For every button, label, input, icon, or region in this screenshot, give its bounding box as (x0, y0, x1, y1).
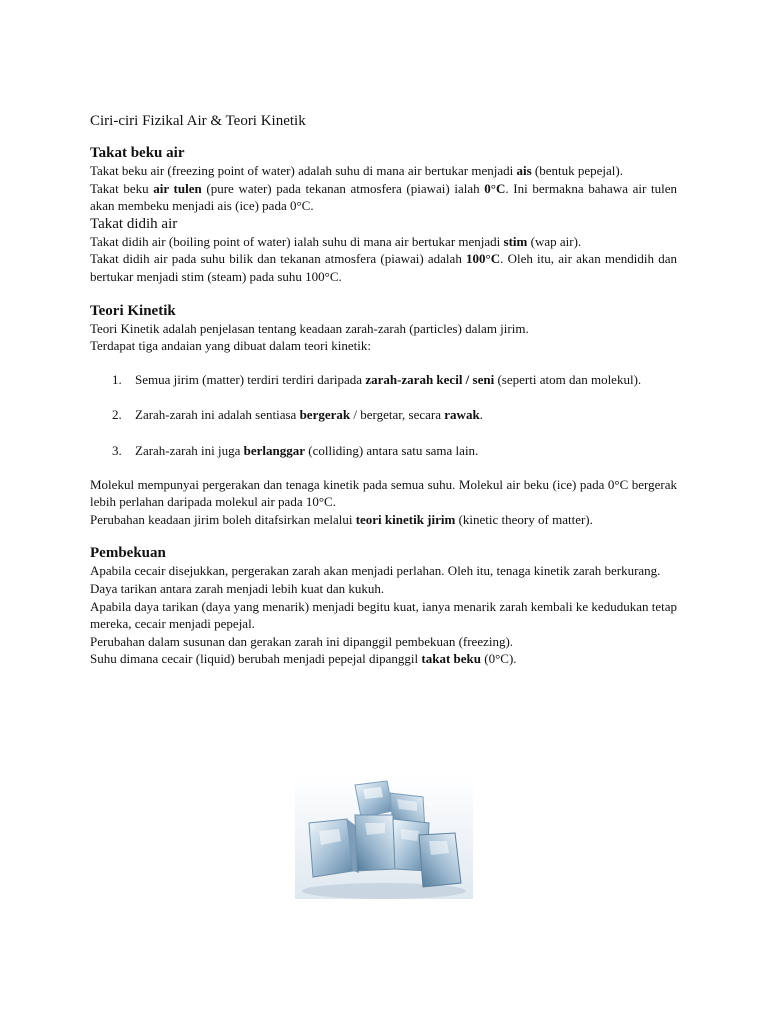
list-item: 1. Semua jirim (matter) terdiri terdiri daripada zarah-zarah kecil / seni (seperti atom dan molekul). (112, 371, 642, 387)
document-title: Ciri-ciri Fizikal Air & Teori Kinetik (90, 113, 306, 129)
list-item: 2. Zarah-zarah ini adalah sentiasa bergerak / bergetar, secara rawak. (112, 407, 483, 423)
paragraph-boiling-2: Takat didih air pada suhu bilik dan tekanan atmosfera (piawai) adalah 100°C. Oleh itu, air akan mendidih dan bertukar menjadi stim (steam) pada suhu 100°C. (90, 251, 677, 284)
paragraph-kinetic-3: Molekul mempunyai pergerakan dan tenaga kinetik pada semua suhu. Molekul air beku (ice) pada 0°C bergerak lebih perlahan daripada molekul air pada 10°C. (90, 476, 677, 510)
list-item: 3. Zarah-zarah ini juga berlanggar (colliding) antara satu sama lain. (112, 442, 479, 458)
paragraph-freezing-2: Takat beku air tulen (pure water) pada tekanan atmosfera (piawai) ialah 0°C. Ini bermakna bahawa air tulen akan membeku menjadi ais (ice) pada 0°C. (90, 180, 677, 214)
paragraph-freezing-1: Takat beku air (freezing point of water) adalah suhu di mana air bertukar menjadi ais (bentuk pepejal). (90, 163, 623, 178)
paragraph-boiling-1: Takat didih air (boiling point of water) ialah suhu di mana air bertukar menjadi stim (wap air). (90, 233, 582, 249)
heading-freezing-point: Takat beku air (90, 145, 185, 161)
paragraph-kinetic-4: Perubahan keadaan jirim boleh ditafsirkan melalui teori kinetik jirim (kinetic theory of matter). (90, 511, 593, 527)
paragraph-freezing-process-4: Perubahan dalam susunan dan gerakan zarah ini dipanggil pembekuan (freezing). (90, 633, 514, 649)
document-page (90, 112, 677, 668)
paragraph-freezing-process-2: Daya tarikan antara zarah menjadi lebih kuat dan kukuh. (90, 580, 385, 596)
paragraph-freezing-process-1: Apabila cecair disejukkan, pergerakan zarah akan menjadi perlahan. Oleh itu, tenaga kinetik zarah berkurang. (90, 563, 661, 579)
paragraph-freezing-process-3: Apabila daya tarikan (daya yang menarik) menjadi begitu kuat, ianya menarik zarah kembali ke kedudukan tetap mereka, cecair menjadi pepejal. (90, 598, 677, 632)
paragraph-freezing-process-5: Suhu dimana cecair (liquid) berubah menjadi pepejal dipanggil takat beku (0°C). (90, 651, 517, 667)
paragraph-kinetic-2: Terdapat tiga andaian yang dibuat dalam teori kinetik: (90, 338, 372, 354)
assumption-list (90, 371, 677, 460)
ice-cubes-image (295, 775, 473, 899)
heading-freezing: Pembekuan (90, 545, 166, 562)
heading-kinetic-theory: Teori Kinetik (90, 302, 176, 319)
heading-boiling-point: Takat didih air (90, 215, 178, 232)
paragraph-kinetic-1: Teori Kinetik adalah penjelasan tentang keadaan zarah-zarah (particles) dalam jirim. (90, 320, 529, 336)
